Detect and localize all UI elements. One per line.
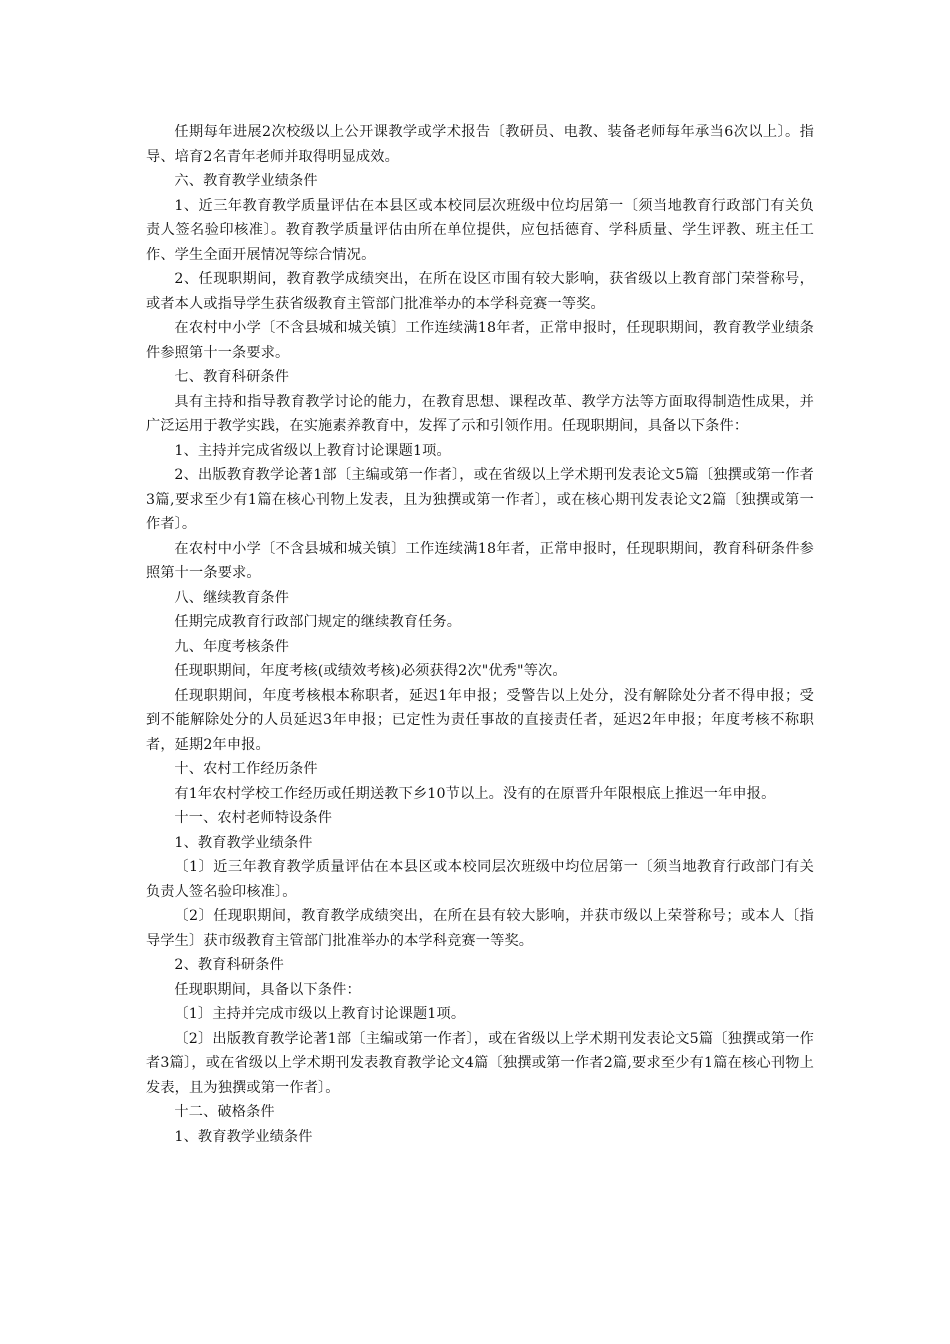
paragraph-16: 〔1〕主持并完成市级以上教育讨论课题1项。 <box>174 1006 466 1022</box>
section-heading-11: 十一、农村老师特设条件 <box>174 810 333 826</box>
paragraph-13: 〔1〕近三年教育教学质量评估在本县区或本校同层次班级中均位居第一〔须当地教育行政部门有关负责人签名验印核准〕。 <box>146 859 814 900</box>
paragraph-3: 2、任现职期间，教育教学成绩突出，在所在设区市围有较大影响，获省级以上教育部门荣誉称号，或者本人或指导学生获省级教育主管部门批准举办的本学科竞赛一等奖。 <box>146 271 814 312</box>
paragraph-17: 〔2〕出版教育教学论著1部〔主编或第一作者〕，或在省级以上学术期刊发表论文5篇〔独撰或第一作者3篇〕，或在省级以上学术期刊发表教育教学论文4篇〔独撰或第一作者2篇,要求至少有1篇在核心刊物上发表，且为独撰或第一作者〕。 <box>146 1030 814 1096</box>
paragraph-15: 任现职期间，具备以下条件： <box>174 981 361 998</box>
paragraph-11: 任现职期间，年度考核根本称职者，延迟1年申报；受警告以上处分，没有解除处分者不得申报；受到不能解除处分的人员延迟3年申报；已定性为责任事故的直接责任者，延迟2年申报；年度考核不称职者，延期2年申报。 <box>146 687 814 753</box>
paragraph-5: 具有主持和指导教育教学讨论的能力，在教育思想、课程改革、教学方法等方面取得制造性成果，并广泛运用于教学实践，在实施素养教育中，发挥了示和引领作用。任现职期间，具备以下条件： <box>146 393 814 434</box>
paragraph-7: 2、出版教育教学论著1部〔主编或第一作者〕，或在省级以上学术期刊发表论文5篇〔独撰或第一作者3篇,要求至少有1篇在核心刊物上发表，且为独撰或第一作者〕，或在核心期刊发表论文2篇〔独撰或第一作者〕。 <box>146 467 814 532</box>
subsection-heading-11-1: 1、教育教学业绩条件 <box>174 834 313 851</box>
paragraph-6: 1、主持并完成省级以上教育讨论课题1项。 <box>174 442 451 459</box>
section-heading-12: 十二、破格条件 <box>174 1104 275 1120</box>
paragraph-10: 任现职期间，年度考核(或绩效考核)必须获得2次"优秀"等次。 <box>174 663 567 679</box>
section-heading-6: 六、教育教学业绩条件 <box>174 173 318 189</box>
section-heading-9: 九、年度考核条件 <box>174 638 290 655</box>
section-heading-7: 七、教育科研条件 <box>174 369 290 385</box>
paragraph-12: 有1年农村学校工作经历或任期送教下乡10节以上。没有的在原晋升年限根底上推迟一年申报。 <box>174 785 776 802</box>
section-heading-8: 八、继续教育条件 <box>174 589 290 606</box>
document-page <box>146 120 814 1149</box>
paragraph-14: 〔2〕任现职期间，教育教学成绩突出，在所在县有较大影响，并获市级以上荣誉称号；或本人〔指导学生〕获市级教育主管部门批准举办的本学科竞赛一等奖。 <box>146 908 814 949</box>
paragraph-2: 1、近三年教育教学质量评估在本县区或本校同层次班级中位均居第一〔须当地教育行政部门有关负责人签名验印核准〕。教育教学质量评估由所在单位提供，应包括德育、学科质量、学生评教、班主任工作、学生全面开展情况等综合情况。 <box>146 197 814 263</box>
paragraph-4: 在农村中小学〔不含县城和城关镇〕工作连续满18年者，正常申报时，任现职期间，教育教学业绩条件参照第十一条要求。 <box>146 320 814 361</box>
paragraph-8: 在农村中小学〔不含县城和城关镇〕工作连续满18年者，正常申报时，任现职期间，教育科研条件参照第十一条要求。 <box>146 540 814 581</box>
paragraph-1: 任期每年进展2次校级以上公开课教学或学术报告〔教研员、电教、装备老师每年承当6次以上〕。指导、培育2名青年老师并取得明显成效。 <box>146 124 814 165</box>
paragraph-9: 任期完成教育行政部门规定的继续教育任务。 <box>174 614 462 630</box>
subsection-heading-11-2: 2、教育科研条件 <box>174 957 284 973</box>
section-heading-10: 十、农村工作经历条件 <box>174 761 318 777</box>
subsection-heading-12-1: 1、教育教学业绩条件 <box>174 1128 313 1145</box>
